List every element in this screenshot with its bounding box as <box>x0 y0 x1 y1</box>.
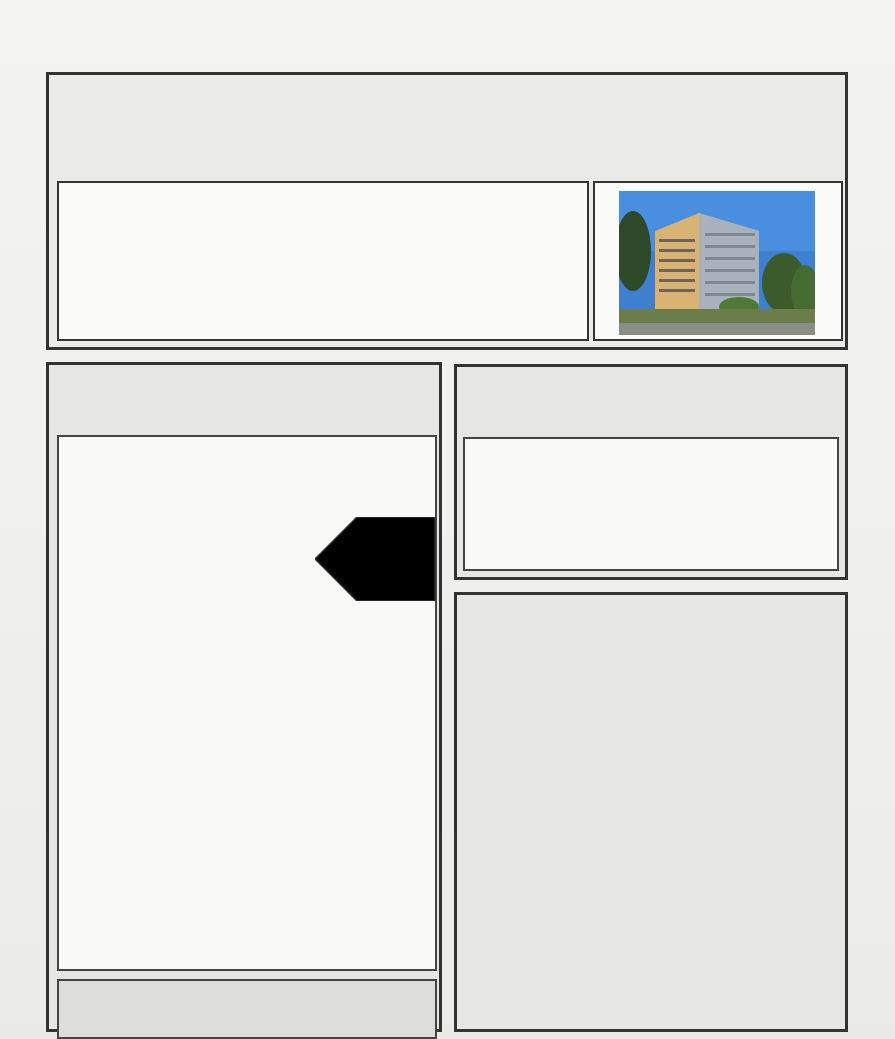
info-type <box>79 285 179 299</box>
distribution-box <box>463 437 839 571</box>
building-photo <box>619 191 815 335</box>
legend-item <box>479 463 494 475</box>
distribution-panel <box>454 364 848 580</box>
building-info <box>57 181 589 341</box>
legend-swatch <box>479 463 489 473</box>
info-ku <box>79 256 179 270</box>
header-frame <box>46 72 848 350</box>
legend-item <box>479 447 494 459</box>
indicators-panel <box>454 592 848 1032</box>
result-indicator <box>315 517 437 601</box>
classification-panel <box>46 362 442 1032</box>
info-street <box>79 197 179 211</box>
legend-swatch <box>479 447 489 457</box>
info-area <box>79 314 85 329</box>
info-psc <box>79 226 179 240</box>
building-photo-box <box>593 181 843 341</box>
requirement-box <box>57 979 437 1039</box>
classification-scale <box>57 435 437 971</box>
pie-chart <box>701 441 841 571</box>
